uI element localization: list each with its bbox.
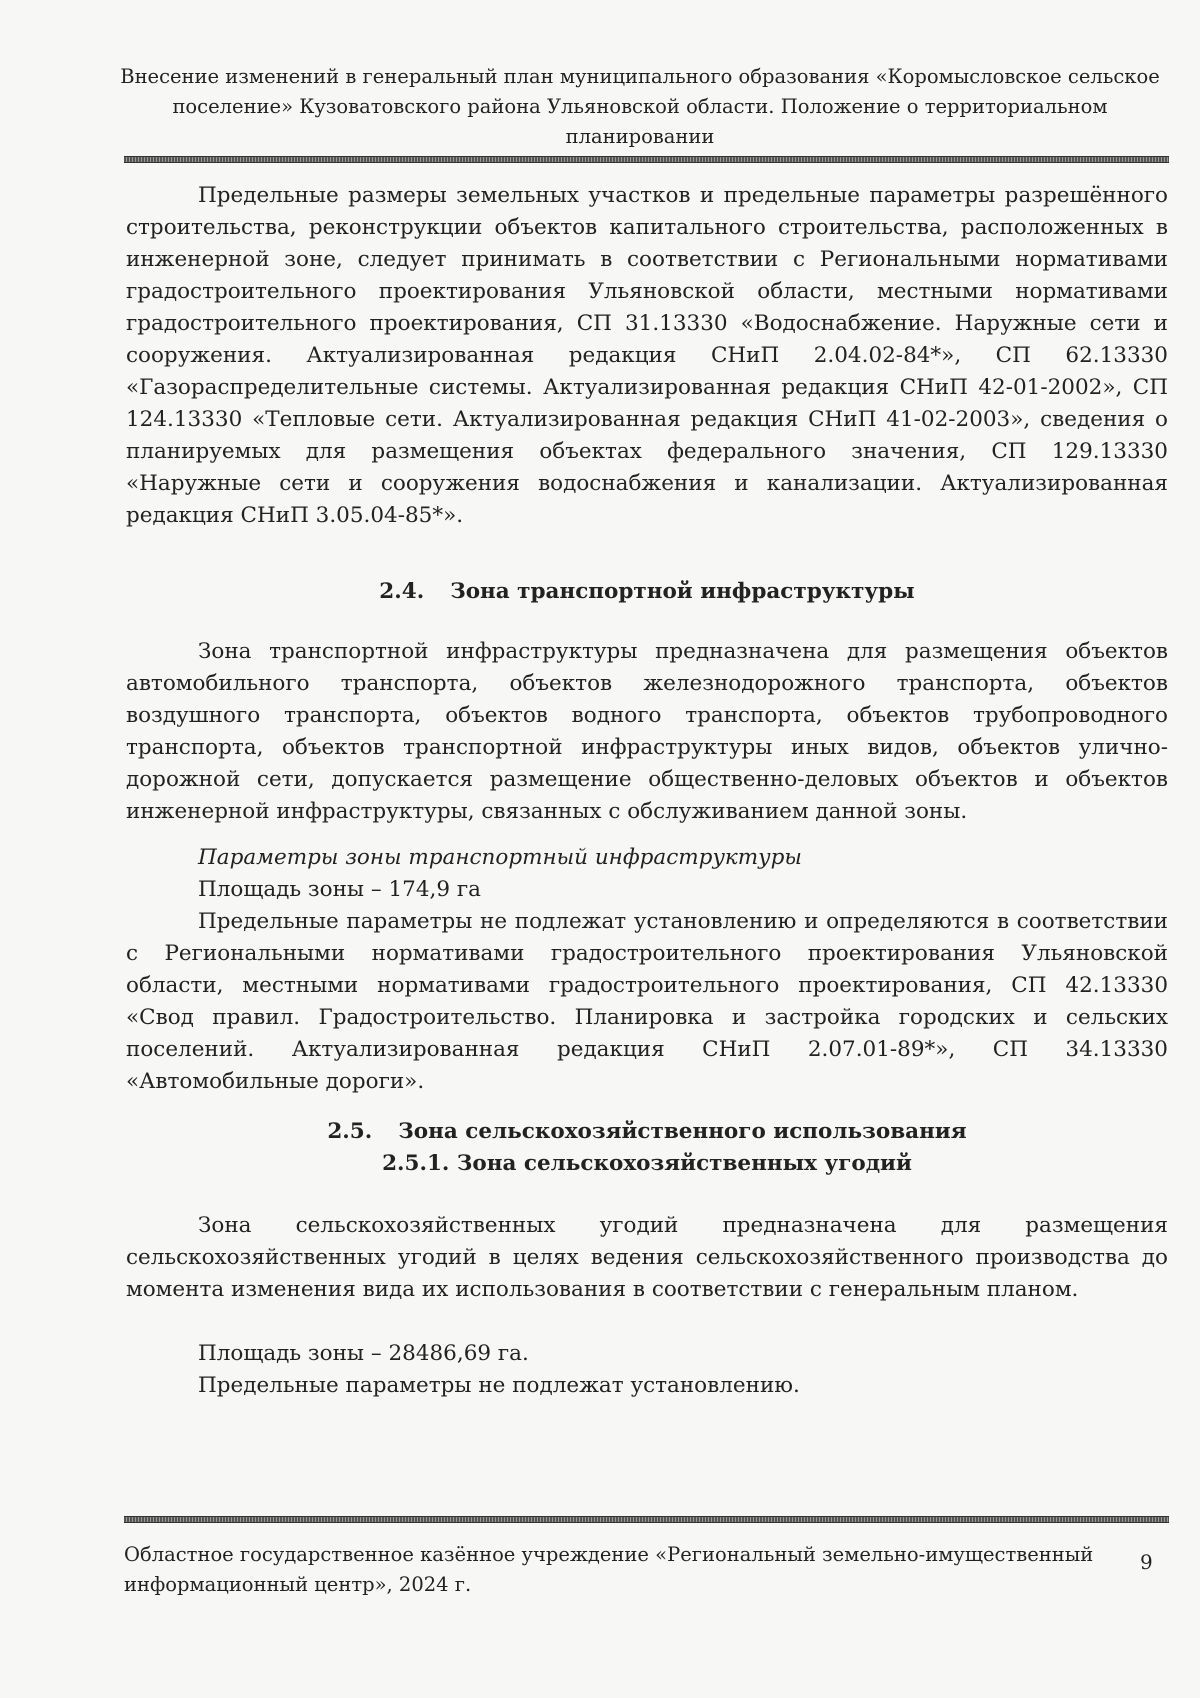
- section-2-4-params: [126, 842, 1168, 1098]
- section-2-4-heading: [126, 576, 1168, 608]
- document-footer: [124, 1540, 1104, 1600]
- params-title: Параметры зоны транспортный инфраструктуры: [198, 845, 802, 870]
- subsection-2-5-1-title: 2.5.1. Зона сельскохозяйственных угодий: [382, 1151, 912, 1176]
- agri-limits: Предельные параметры не подлежат установлению.: [198, 1373, 800, 1398]
- header-divider: [124, 156, 1169, 163]
- intro-paragraph: Предельные размеры земельных участков и предельные параметры разрешённого строительства, реконструкции объектов капитального строительства, расположенных в инженерной зоне, следует принимать в соответствии с Региональными нормативами градостроительного проектирования Ульяновской области, местными нормативами градостроительного проектирования, СП 31.13330 «Водоснабжение. Наружные сети и сооружения. Актуализированная редакция СНиП 2.04.02-84*», СП 62.13330 «Газораспределительные системы. Актуализированная редакция СНиП 42-01-2002», СП 124.13330 «Тепловые сети. Актуализированная редакция СНиП 41-02-2003», сведения о планируемых для размещения объектах федерального значения, СП 129.13330 «Наружные сети и сооружения водоснабжения и канализации. Актуализированная редакция СНиП 3.05.04-85*».: [126, 183, 1168, 528]
- section-2-4-title: Зона транспортной инфраструктуры: [450, 579, 915, 604]
- section-2-4-paragraph: Зона транспортной инфраструктуры предназначена для размещения объектов автомобильного транспорта, объектов железнодорожного транспорта, объектов воздушного транспорта, объектов водного транспорта, объектов трубопроводного транспорта, объектов транспортной инфраструктуры иных видов, объектов улично-дорожной сети, допускается размещение общественно-деловых объектов и объектов инженерной инфраструктуры, связанных с обслуживанием данной зоны.: [126, 639, 1168, 824]
- section-2-5-paragraph: Зона сельскохозяйственных угодий предназначена для размещения сельскохозяйственных угодий в целях ведения сельскохозяйственного производства до момента изменения вида их использования в соответствии с генеральным планом.: [126, 1213, 1168, 1302]
- header-title: Внесение изменений в генеральный план муниципального образования «Коромысловское сельское поселение» Кузоватовского района Ульяновской области. Положение о территориальном планировании: [120, 65, 1160, 148]
- section-2-5-params: [126, 1338, 1168, 1402]
- footer-divider: [124, 1516, 1169, 1523]
- limits-paragraph: Предельные параметры не подлежат установлению и определяются в соответствии с Региональными нормативами градостроительного проектирования Ульяновской области, местными нормативами градостроительного проектирования, СП 42.13330 «Свод правил. Градостроительство. Планировка и застройка городских и сельских поселений. Актуализированная редакция СНиП 2.07.01-89*», СП 34.13330 «Автомобильные дороги».: [126, 909, 1168, 1094]
- section-2-5-heading: [126, 1116, 1168, 1180]
- document-header: [120, 62, 1160, 152]
- area-value: Площадь зоны – 174,9 га: [198, 877, 481, 902]
- section-2-5-number: 2.5.: [327, 1119, 373, 1144]
- section-2-4-number: 2.4.: [379, 579, 425, 604]
- footer-organization: Областное государственное казённое учреждение «Региональный земельно-имущественный информационный центр», 2024 г.: [124, 1543, 1094, 1596]
- page-number: 9: [1140, 1550, 1153, 1574]
- agri-area-value: Площадь зоны – 28486,69 га.: [198, 1341, 529, 1366]
- section-2-5-title: Зона сельскохозяйственного использования: [398, 1119, 967, 1144]
